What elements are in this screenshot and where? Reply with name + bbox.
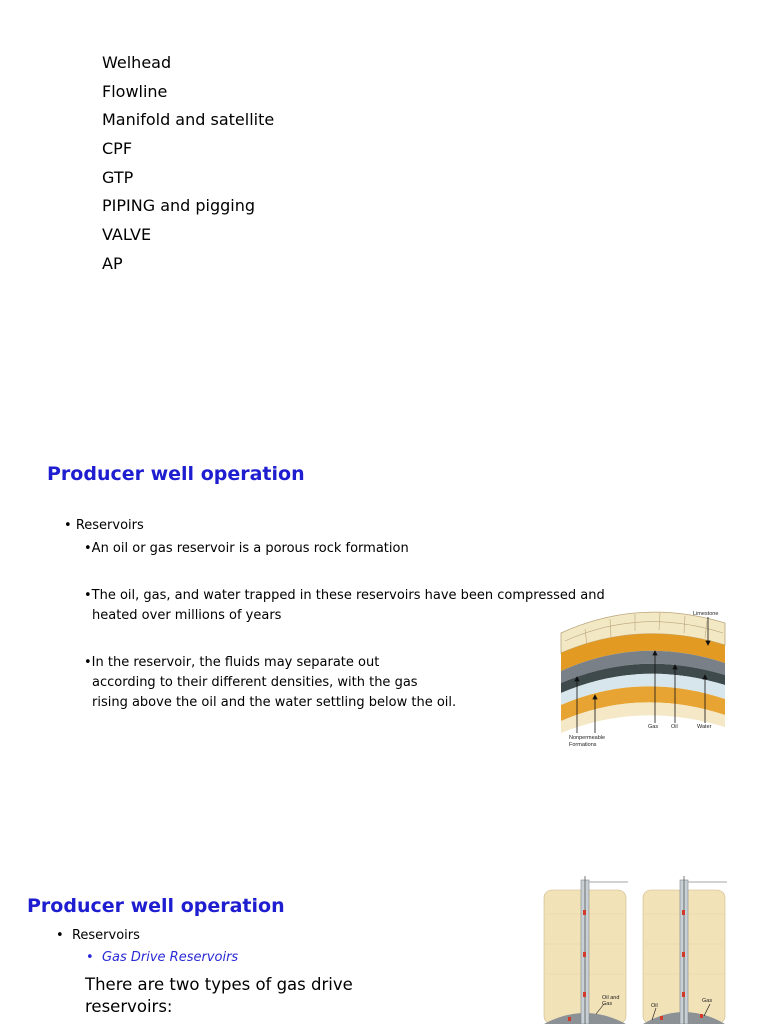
slide1-sub-bullet-3-line2: according to their different densities, with the gas bbox=[92, 675, 418, 690]
list-item: Flowline bbox=[102, 81, 168, 101]
slide2-bullet-reservoirs bbox=[56, 926, 140, 946]
list-item: VALVE bbox=[102, 225, 152, 245]
list-item: PIPING and pigging bbox=[102, 196, 256, 216]
slide1-sub-bullet-3-line3: rising above the oil and the water settling below the oil. bbox=[92, 695, 457, 710]
oil-label: Oil bbox=[671, 724, 678, 730]
nonpermeable-label: Nonpermeable bbox=[569, 735, 606, 741]
list-item: Manifold and satellite bbox=[102, 110, 275, 130]
slide1-title: Producer well operation bbox=[47, 463, 305, 485]
slide1-sub-bullet-2 bbox=[84, 586, 605, 606]
list-item: Welhead bbox=[102, 53, 172, 72]
water-label: Water bbox=[697, 724, 712, 730]
slide2-text-line1: There are two types of gas drive bbox=[85, 975, 353, 994]
slide2-text-line2: reservoirs: bbox=[85, 997, 173, 1016]
bullet-dot: • bbox=[84, 588, 92, 603]
reservoir-diagram bbox=[555, 605, 730, 755]
limestone-label: Limestone bbox=[693, 611, 719, 617]
gas-drive-diagram bbox=[540, 874, 730, 1024]
bullet-dot: • bbox=[64, 518, 72, 533]
bullet-text: Gas Drive Reservoirs bbox=[101, 950, 239, 965]
slide1-sub-bullet-1 bbox=[84, 539, 409, 559]
bullet-dot: • bbox=[86, 950, 94, 965]
oil-and-label: Oil and bbox=[602, 995, 620, 1001]
bullet-text: Reservoirs bbox=[75, 518, 144, 533]
slide1-sub-bullet-2-line2: heated over millions of years bbox=[92, 608, 282, 623]
bullet-text: Reservoirs bbox=[71, 928, 140, 943]
bullet-dot: • bbox=[84, 541, 92, 556]
equipment-list bbox=[102, 52, 274, 282]
slide2-sub-bullet bbox=[86, 948, 238, 968]
formations-label: Formations bbox=[569, 742, 597, 748]
gas-label: Gas bbox=[602, 1001, 613, 1007]
gas-label: Gas bbox=[702, 998, 713, 1004]
oil-label: Oil bbox=[651, 1003, 658, 1009]
bullet-text: In the reservoir, the fluids may separate out bbox=[91, 655, 380, 670]
bullet-text: An oil or gas reservoir is a porous rock formation bbox=[91, 541, 409, 556]
list-item: CPF bbox=[102, 139, 133, 159]
list-item: GTP bbox=[102, 167, 134, 187]
bullet-dot: • bbox=[56, 928, 64, 943]
slide1-sub-bullet-3 bbox=[84, 653, 379, 673]
slide2-title: Producer well operation bbox=[27, 895, 285, 917]
bullet-dot: • bbox=[84, 655, 92, 670]
slide1-bullet-reservoirs bbox=[64, 516, 144, 536]
list-item: AP bbox=[102, 253, 123, 273]
gas-label: Gas bbox=[648, 724, 659, 730]
bullet-text: The oil, gas, and water trapped in these reservoirs have been compressed and bbox=[91, 588, 605, 603]
